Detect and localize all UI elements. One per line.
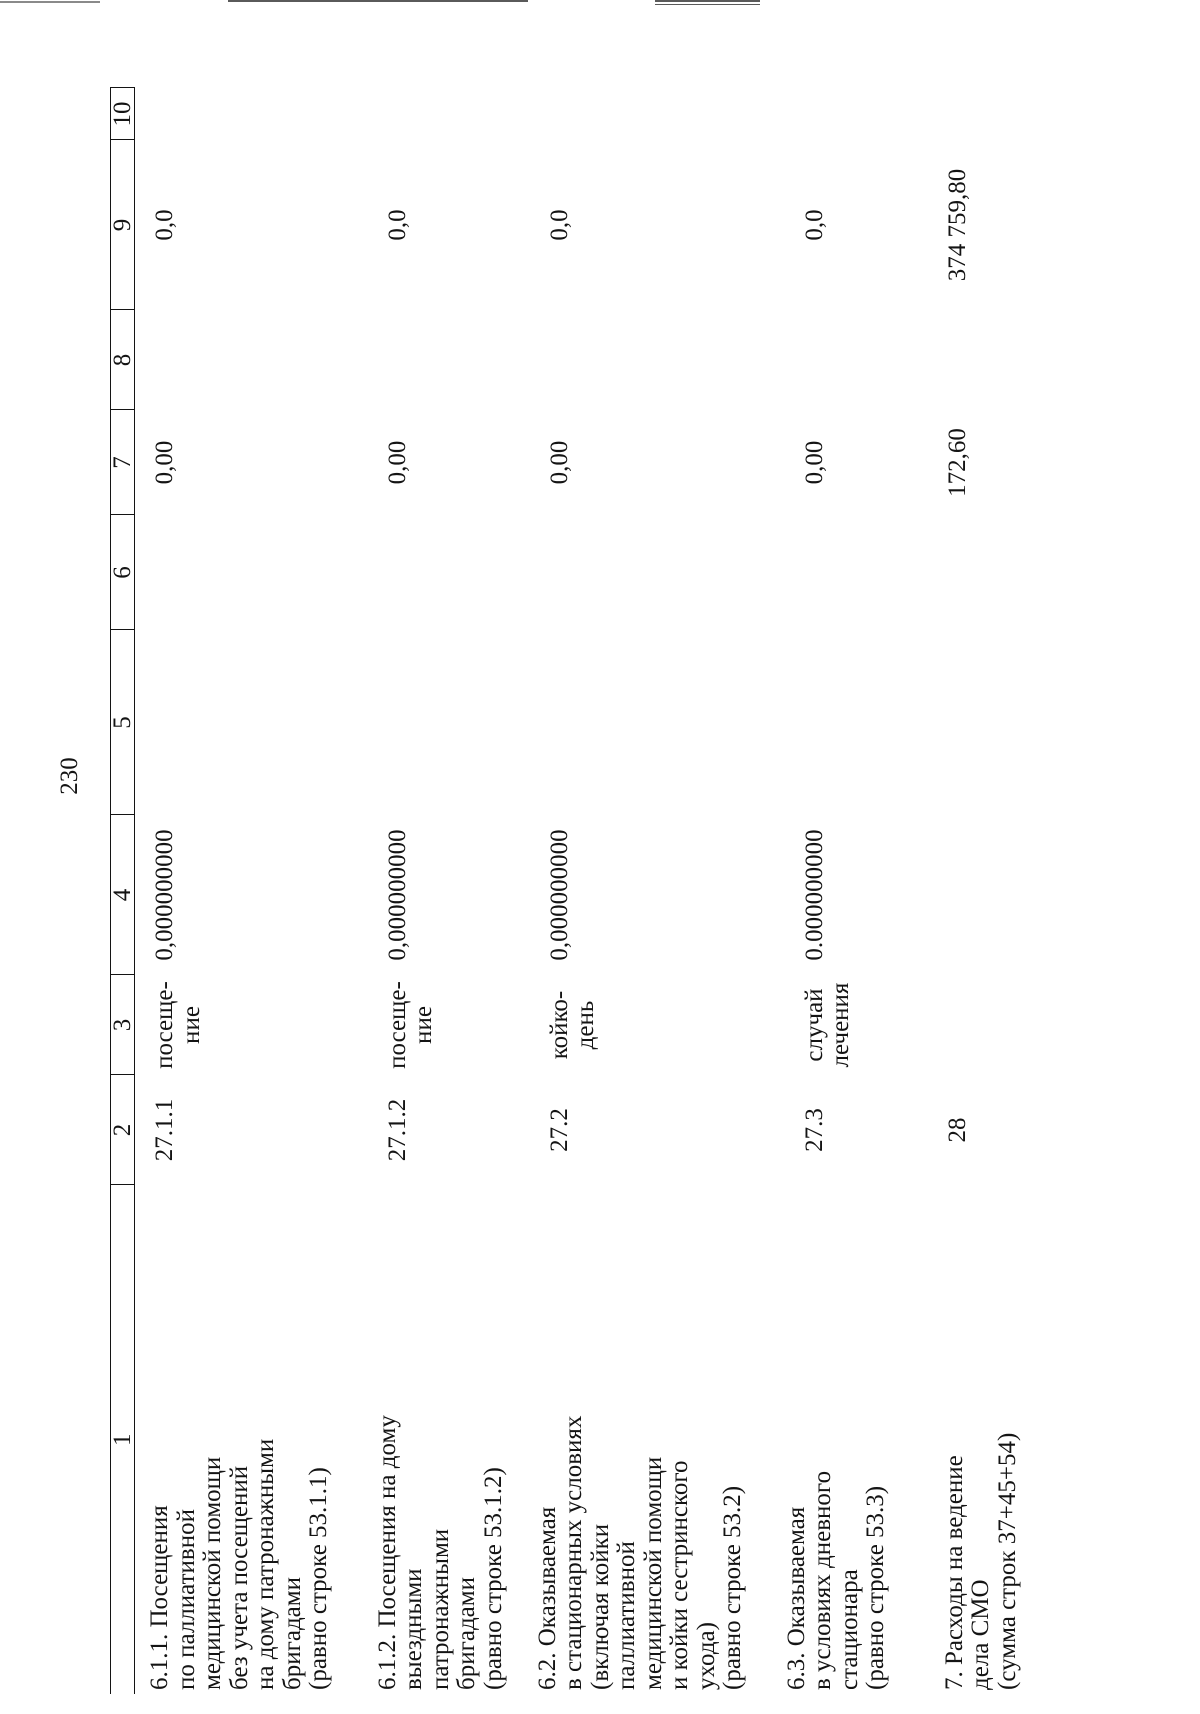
cell-col-10: [523, 88, 772, 140]
column-header-9: 9: [111, 140, 135, 310]
column-header-7: 7: [111, 410, 135, 515]
cell-col-3: посеще- ние: [383, 981, 437, 1069]
table-row: [363, 88, 523, 1694]
table-row: [772, 88, 930, 1694]
cell-col-7: 0,00: [545, 440, 573, 485]
table-row: [930, 88, 1030, 1694]
cell-col-3: случай лечения: [800, 982, 854, 1068]
cell-col-2: 28: [943, 1117, 971, 1143]
cell-col-9: 0,0: [545, 209, 573, 241]
cell-col-4: 0,000000000: [151, 829, 178, 961]
column-header-10: 10: [111, 88, 135, 140]
cell-col-2: 27.3: [800, 1108, 828, 1152]
cell-col-3: койко- день: [545, 990, 599, 1060]
table-row: [135, 88, 363, 1694]
cell-col-8: [523, 310, 772, 410]
cell-col-3: посеще- ние: [151, 981, 205, 1069]
column-header-8: 8: [111, 310, 135, 410]
cell-col-10: [135, 88, 363, 140]
cell-col-5: [523, 630, 772, 815]
cell-col-10: [930, 88, 1030, 140]
column-header-5: 5: [111, 630, 135, 815]
column-header-2: 2: [111, 1075, 135, 1185]
cell-col-5: [930, 630, 1030, 815]
cell-col-8: [772, 310, 930, 410]
cell-col-9: 0,0: [800, 209, 828, 241]
cell-col-6: [363, 515, 523, 630]
column-header-1: 1: [111, 1185, 135, 1694]
cell-col-2: 27.1.2: [383, 1098, 411, 1162]
page-number: 230: [56, 757, 83, 795]
cell-col-7: 0,00: [383, 440, 411, 485]
cell-col-5: [363, 630, 523, 815]
table-header: [111, 88, 135, 1694]
cell-col-6: [930, 515, 1030, 630]
cell-col-9: 0,0: [151, 209, 178, 241]
cell-col-9: 374 759,80: [943, 168, 971, 282]
cell-col-4: 0,000000000: [545, 829, 573, 961]
cell-col-5: [772, 630, 930, 815]
cell-col-3: [930, 975, 1030, 1075]
column-header-4: 4: [111, 815, 135, 975]
cell-col-2: 27.2: [545, 1108, 573, 1152]
data-table: [110, 88, 1030, 1695]
cell-col-7: 172,60: [943, 428, 971, 497]
cell-col-8: [363, 310, 523, 410]
cell-col-4: 0,000000000: [383, 829, 411, 961]
column-header-3: 3: [111, 975, 135, 1075]
header-row: [111, 88, 135, 1694]
cell-col-6: [772, 515, 930, 630]
cell-col-1: 6.1.2. Посещения на дому выездными патронажными бригадами (равно строке 53.1.2): [373, 1415, 507, 1690]
column-header-6: 6: [111, 515, 135, 630]
table-body: [135, 88, 1030, 1694]
cell-col-2: 27.1.1: [151, 1098, 178, 1162]
cell-col-8: [930, 310, 1030, 410]
cell-col-1: 7. Расходы на ведение дела СМО (сумма строк 37+45+54): [940, 1432, 1021, 1690]
cell-col-10: [772, 88, 930, 140]
cell-col-6: [135, 515, 363, 630]
cell-col-7: 0,00: [151, 440, 178, 485]
cell-col-8: [135, 310, 363, 410]
cell-col-7: 0,00: [800, 440, 828, 485]
cell-col-1: 6.1.1. Посещения по паллиативной медицинской помощи без учета посещений на дому патронажными бригадами (равно строке 53.1.1): [146, 1438, 332, 1690]
cell-col-4: 0.000000000: [800, 829, 828, 961]
cell-col-5: [135, 630, 363, 815]
cell-col-10: [363, 88, 523, 140]
cell-col-1: 6.3. Оказываемая в условиях дневного стационара (равно строке 53.3): [782, 1470, 889, 1690]
cell-col-1: 6.2. Оказываемая в стационарных условиях (включая койки паллиативной медицинской помощи и койки сестринского ухода) (равно строке 53.2): [533, 1415, 746, 1690]
cell-col-6: [523, 515, 772, 630]
table-row: [523, 88, 772, 1694]
cell-col-4: [930, 815, 1030, 975]
cell-col-9: 0,0: [383, 209, 411, 241]
